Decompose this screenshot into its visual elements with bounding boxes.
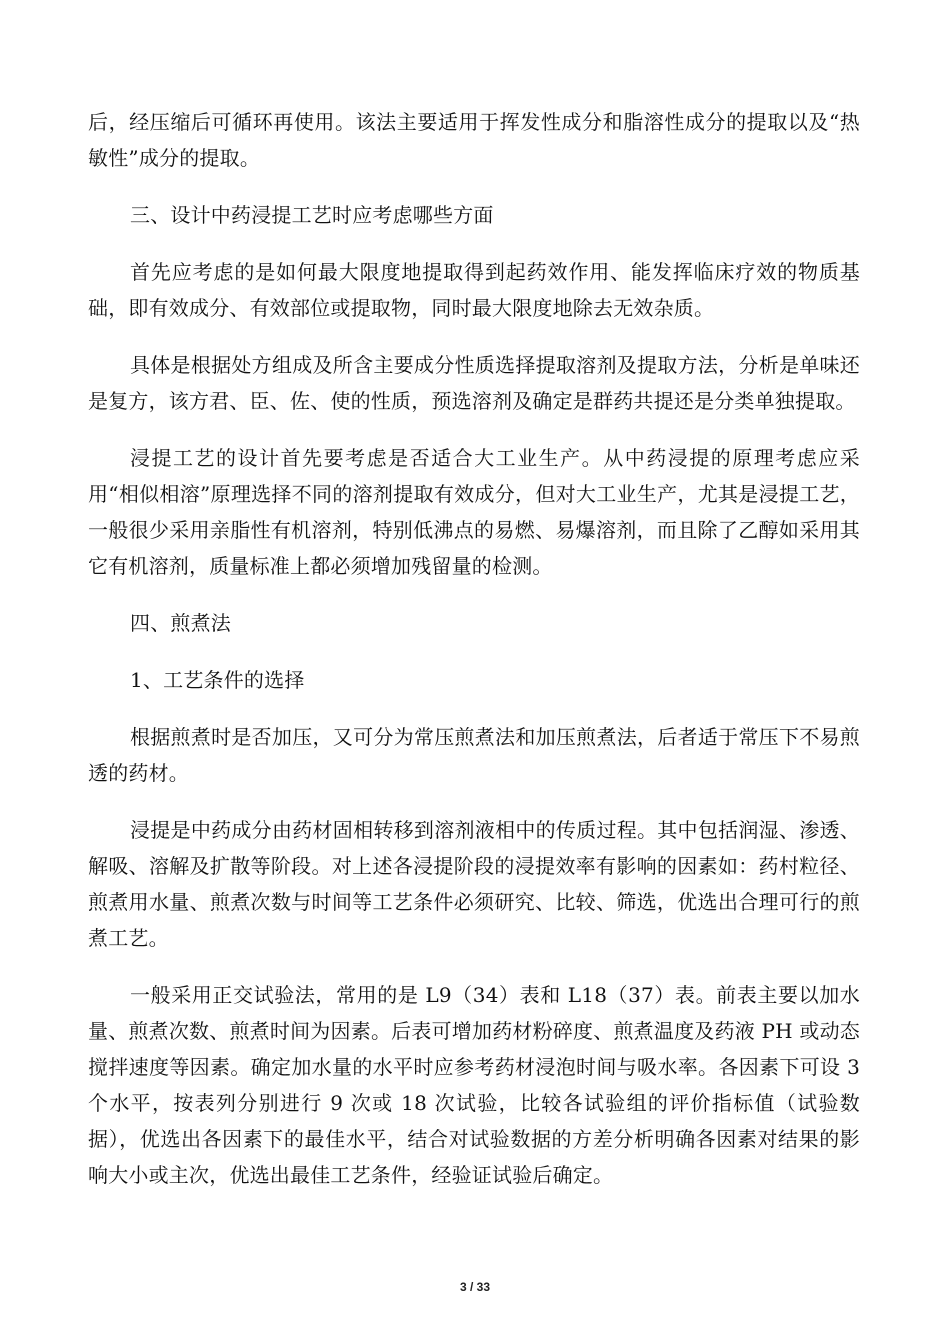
paragraph: 浸提是中药成分由药材固相转移到溶剂液相中的传质过程。其中包括润湿、渗透、解吸、溶解及扩散等阶段。对上述各浸提阶段的浸提效率有影响的因素如：药村粒径、煎煮用水量、煎煮次数与时间等工艺条件必须研究、比较、筛选，优选出合理可行的煎煮工艺。 — [88, 818, 860, 950]
section-heading-3: 三、设计中药浸提工艺时应考虑哪些方面 — [130, 203, 494, 227]
page-number: 3 / 33 — [459, 1280, 491, 1294]
paragraph: 浸提工艺的设计首先要考虑是否适合大工业生产。从中药浸提的原理考虑应采用“相似相溶”原理选择不同的溶剂提取有效成分，但对大工业生产，尤其是浸提工艺，一般很少采用亲脂性有机溶剂，特别低沸点的易燃、易爆溶剂，而且除了乙醇如采用其它有机溶剂，质量标准上都必须增加残留量的检测。 — [88, 446, 860, 578]
section-heading-4: 四、煎煮法 — [130, 611, 231, 635]
paragraph: 具体是根据处方组成及所含主要成分性质选择提取溶剂及提取方法，分析是单味还是复方，该方君、臣、佐、使的性质，预选溶剂及确定是群药共提还是分类单独提取。 — [88, 353, 860, 413]
document-body — [88, 104, 860, 1214]
paragraph: 一般采用正交试验法，常用的是 L9（34）表和 L18（37）表。前表主要以加水量、煎煮次数、煎煮时间为因素。后表可增加药材粉碎度、煎煮温度及药液 PH 或动态搅拌速度等因素。确定加水量的水平时应参考药材浸泡时间与吸水率。各因素下可设 3 个水平，按表列分别进行 9 次或 18 次试验，比较各试验组的评价指标值（试验数据），优选出各因素下的最佳水平，结合对试验数据的方差分析明确各因素对结果的影响大小或主次，优选出最佳工艺条件，经验证试验后确定。 — [88, 983, 860, 1187]
paragraph: 根据煎煮时是否加压，又可分为常压煎煮法和加压煎煮法，后者适于常压下不易煎透的药材。 — [88, 725, 860, 785]
paragraph: 首先应考虑的是如何最大限度地提取得到起药效作用、能发挥临床疗效的物质基础，即有效成分、有效部位或提取物，同时最大限度地除去无效杂质。 — [88, 260, 860, 320]
paragraph-continuation: 后，经压缩后可循环再使用。该法主要适用于挥发性成分和脂溶性成分的提取以及“热敏性”成分的提取。 — [88, 110, 860, 170]
subsection-heading: 1、工艺条件的选择 — [130, 668, 305, 692]
